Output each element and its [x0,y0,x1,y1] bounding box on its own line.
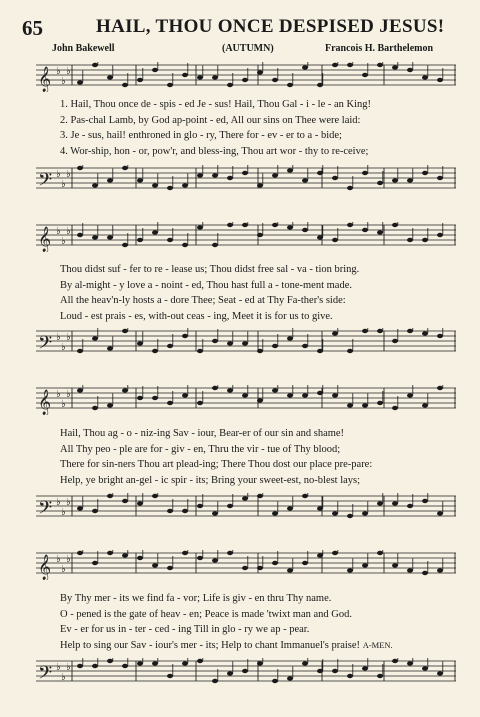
svg-text:♭: ♭ [61,564,66,575]
svg-text:𝄞: 𝄞 [38,66,52,91]
svg-text:𝄢: 𝄢 [38,662,53,687]
svg-text:𝄢: 𝄢 [38,332,53,357]
bass-staff-lines [36,658,456,688]
svg-text:♭: ♭ [56,226,61,237]
hymn-header [0,0,480,60]
amen-label: A-MEN. [362,639,393,650]
lyric-line: There for sin-ners Thou art plead-ing; There Thou dost our place pre-pare: [60,459,373,470]
svg-text:𝄢: 𝄢 [38,497,53,522]
svg-text:♭: ♭ [56,169,61,180]
svg-text:𝄢: 𝄢 [38,169,53,194]
treble-staff [36,222,456,251]
composer-credit: Francois H. Barthelemon [325,43,434,54]
treble-staff [36,62,456,91]
svg-text:♭: ♭ [66,332,71,343]
svg-text:♭: ♭ [66,169,71,180]
treble-staff [36,385,456,414]
lyrics-block [60,97,460,159]
hymn-title: HAIL, THOU ONCE DESPISED JESUS! [96,16,445,37]
author-credit: John Bakewell [52,43,115,54]
svg-text:♭: ♭ [56,497,61,508]
svg-text:♭: ♭ [61,399,66,410]
svg-text:♭: ♭ [61,76,66,87]
treble-staff-lines [36,385,456,415]
lyric-line: Loud - est prais - es, with-out ceas - ing, Meet it is for us to give. [60,310,333,322]
lyric-line [60,638,460,654]
lyric-line: By al-might - y love a - noint - ed, Thou hast full a - tone-ment made. [60,279,352,291]
lyric-line: 1. Hail, Thou once de - spis - ed Je - sus! Hail, Thou Gal - i - le - an King! [60,99,372,110]
lyric-line: 2. Pas-chal Lamb, by God ap-point - ed, All our sins on Thee were laid: [60,114,361,126]
lyric-line: By Thy mer - its we find fa - vor; Life is giv - en thru Thy name. [60,593,332,604]
svg-text:𝄞: 𝄞 [38,226,52,251]
svg-text:♭: ♭ [61,236,66,247]
bass-staff-lines [36,328,456,358]
lyrics-block [60,426,460,488]
bass-staff [36,658,456,687]
svg-text:♭: ♭ [56,389,61,400]
svg-text:𝄞: 𝄞 [38,554,52,579]
treble-staff-lines [36,222,456,252]
lyric-line: Help, ye bright an-gel - ic spir - its; Bring your sweet-est, no-blest lays; [60,474,361,486]
lyric-line: Ev - er for us in - ter - ced - ing Till in glo - ry we ap - pear. [60,624,310,635]
svg-text:𝄞: 𝄞 [38,389,52,414]
lyric-text: Help to sing our Sav - iour's mer - its; Help to chant Immanuel's praise! [60,639,361,651]
svg-text:♭: ♭ [66,66,71,77]
treble-staff-lines [36,550,456,580]
svg-text:♭: ♭ [56,66,61,77]
svg-text:♭: ♭ [61,507,66,518]
lyric-line: All Thy peo - ple are for - giv - en, Thru the vir - tue of Thy blood; [60,443,341,455]
treble-staff [36,550,456,579]
lyric-line: All the heav'n-ly hosts a - dore Thee; Seat - ed at Thy Fa-ther's side: [60,295,346,306]
lyrics-block [60,262,460,324]
bass-staff-lines [36,165,456,195]
svg-text:♭: ♭ [66,497,71,508]
bass-staff [36,493,456,522]
hymn-number: 65 [22,16,43,40]
svg-text:♭: ♭ [61,342,66,353]
lyric-line: Thou didst suf - fer to re - lease us; Thou didst free sal - va - tion bring. [60,264,360,275]
bass-staff [36,165,456,194]
lyric-line: 3. Je - sus, hail! enthroned in glo - ry, There for - ev - er to a - bide; [60,130,342,141]
svg-text:♭: ♭ [61,672,66,683]
svg-text:♭: ♭ [56,554,61,565]
svg-text:♭: ♭ [66,226,71,237]
bass-staff [36,328,456,357]
svg-text:♭: ♭ [56,332,61,343]
lyric-line: Hail, Thou ag - o - niz-ing Sav - iour, Bear-er of our sin and shame! [60,428,345,439]
lyric-line: O - pened is the gate of heav - en; Peace is made 'twixt man and God. [60,608,353,620]
treble-staff-lines [36,62,456,92]
svg-text:♭: ♭ [56,662,61,673]
svg-text:♭: ♭ [66,389,71,400]
svg-text:♭: ♭ [66,662,71,673]
tune-name: (AUTUMN) [222,43,274,54]
lyric-line: 4. Wor-ship, hon - or, pow'r, and bless-ing, Thou art wor - thy to re-ceive; [60,145,369,157]
svg-text:♭: ♭ [66,554,71,565]
bass-staff-lines [36,493,456,523]
svg-text:♭: ♭ [61,179,66,190]
lyrics-block [60,591,460,653]
